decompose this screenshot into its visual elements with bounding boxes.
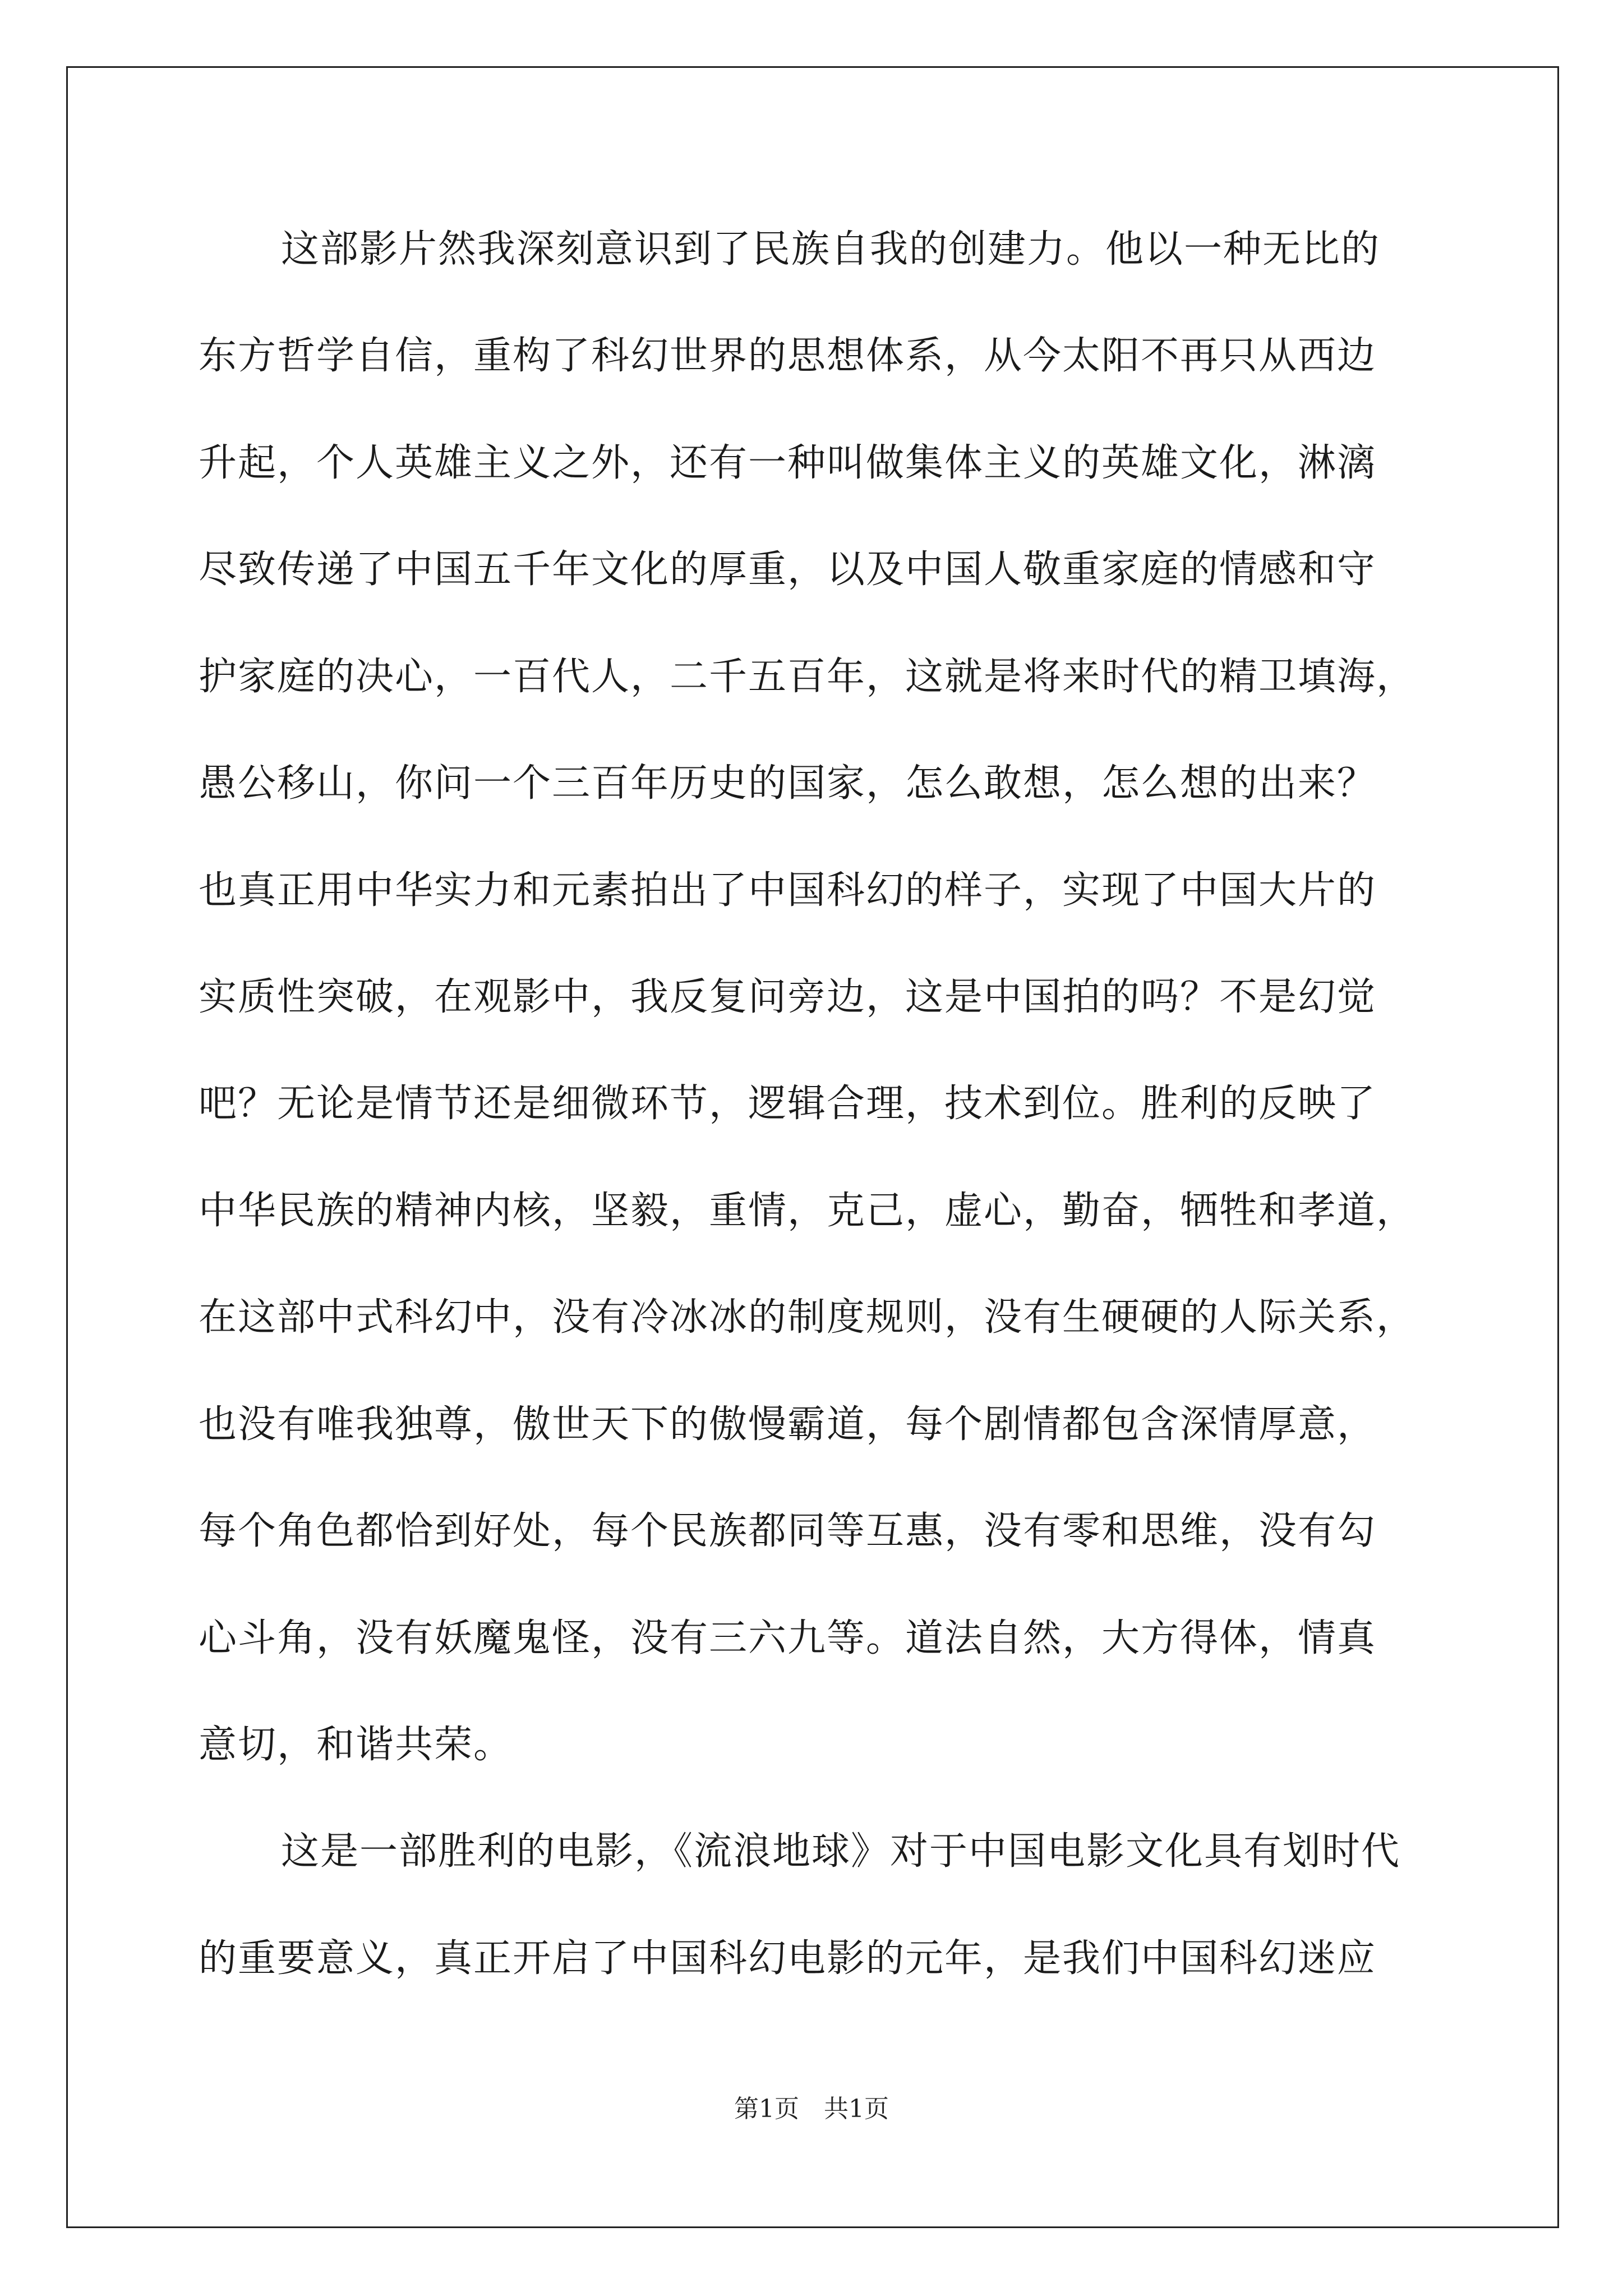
paragraph-1-line-6: 愚公移山，你问一个三百年历史的国家，怎么敢想，怎么想的出来？: [199, 761, 1377, 806]
paragraph-1-line-8: 实质性突破，在观影中，我反复问旁边，这是中国拍的吗？不是幻觉: [199, 975, 1377, 1019]
paragraph-1-line-3: 升起，个人英雄主义之外，还有一种叫做集体主义的英雄文化，淋漓: [199, 441, 1377, 485]
paragraph-1-line-5: 护家庭的决心，一百代人，二千五百年，这就是将来时代的精卫填海，: [199, 655, 1416, 699]
paragraph-1-line-11: 在这部中式科幻中，没有冷冰冰的制度规则，没有生硬硬的人际关系，: [199, 1295, 1416, 1340]
paragraph-1-line-4: 尽致传递了中国五千年文化的厚重，以及中国人敬重家庭的情感和守: [199, 547, 1377, 592]
paragraph-1-line-2: 东方哲学自信，重构了科幻世界的思想体系，从今太阳不再只从西边: [199, 334, 1377, 378]
page-border: [66, 66, 1559, 2228]
page-footer: 第1页 共1页: [734, 2095, 889, 2123]
paragraph-1-line-1: 这部影片然我深刻意识到了民族自我的创建力。他以一种无比的: [281, 227, 1381, 272]
paragraph-2-line-1: 这是一部胜利的电影，《流浪地球》对于中国电影文化具有划时代: [281, 1829, 1401, 1874]
paragraph-1-line-10: 中华民族的精神内核，坚毅，重情，克己，虚心，勤奋，牺牲和孝道，: [199, 1189, 1416, 1233]
paragraph-1-line-9: 吧？无论是情节还是细微环节，逻辑合理，技术到位。胜利的反映了: [199, 1082, 1377, 1126]
paragraph-1-line-13: 每个角色都恰到好处，每个民族都同等互惠，没有零和思维，没有勾: [199, 1509, 1377, 1553]
paragraph-2-line-2: 的重要意义，真正开启了中国科幻电影的元年，是我们中国科幻迷应: [199, 1936, 1377, 1981]
paragraph-1-line-15: 意切，和谐共荣。: [199, 1723, 513, 1767]
paragraph-1-line-14: 心斗角，没有妖魔鬼怪，没有三六九等。道法自然，大方得体，情真: [199, 1616, 1377, 1660]
paragraph-1-line-7: 也真正用中华实力和元素拍出了中国科幻的样子，实现了中国大片的: [199, 868, 1377, 913]
paragraph-1-line-12: 也没有唯我独尊，傲世天下的傲慢霸道，每个剧情都包含深情厚意，: [199, 1402, 1377, 1447]
